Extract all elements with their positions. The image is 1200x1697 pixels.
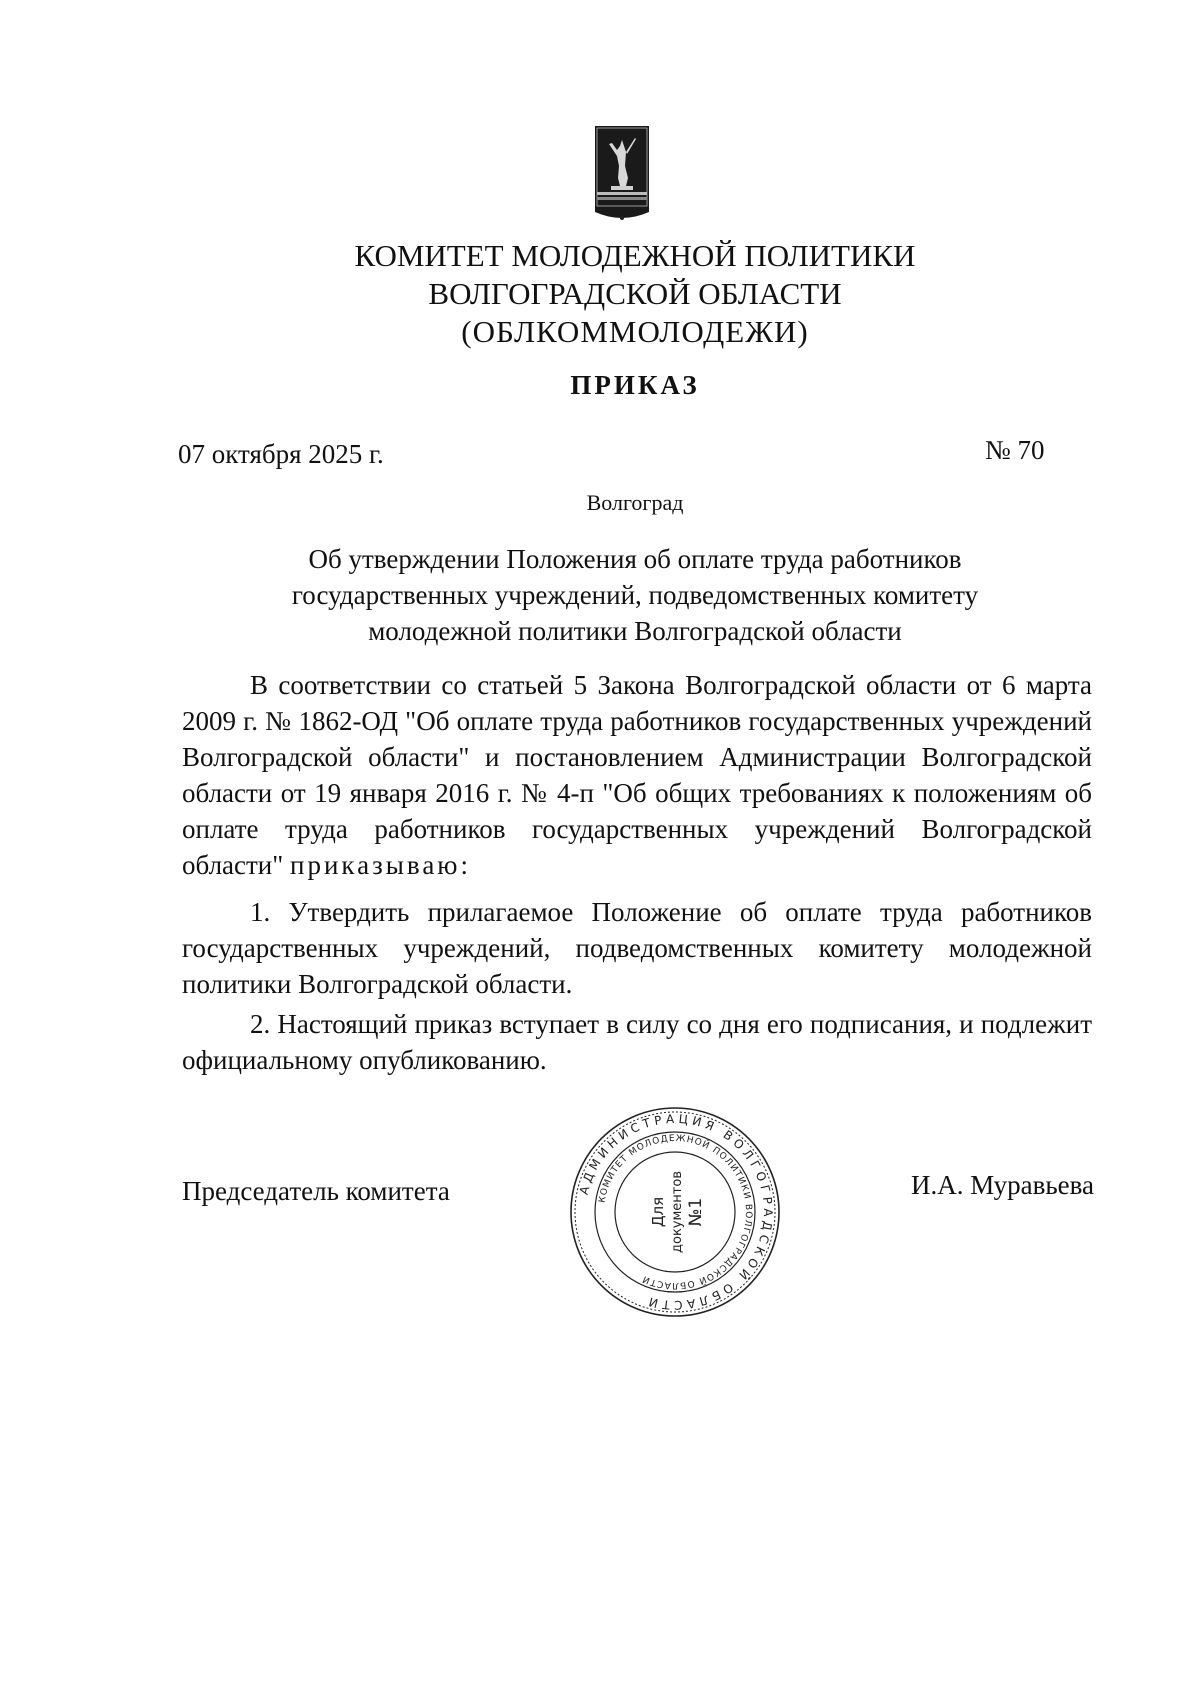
- official-seal: [568, 1105, 782, 1319]
- coat-of-arms-icon: [595, 126, 649, 224]
- document-type-title: ПРИКАЗ: [570, 370, 700, 400]
- signatory-name: И.А. Муравьева: [911, 1170, 1094, 1200]
- order-item-1: 1. Утвердить прилагаемое Положение об оплате труда работников государственных учреждений, подведомственных комитету молодежной политики Волгоградской области.: [182, 897, 1092, 999]
- seal-center-line-1: Для: [649, 1196, 667, 1228]
- org-name-line-2: ВОЛГОГРАДСКОЙ ОБЛАСТИ: [428, 276, 842, 311]
- order-word: приказываю:: [290, 850, 471, 880]
- document-city: Волгоград: [586, 490, 684, 515]
- subject-line-3: молодежной политики Волгоградской области: [368, 616, 902, 646]
- org-name-line-1: КОМИТЕТ МОЛОДЕЖНОЙ ПОЛИТИКИ: [354, 238, 916, 273]
- seal-center-line-3: №1: [686, 1197, 706, 1227]
- document-subject: [250, 541, 1020, 649]
- seal-outer-ring-text: АДМИНИСТРАЦИЯ ВОЛГОГРАДСКОЙ ОБЛАСТИ: [576, 1111, 776, 1313]
- preamble-text: В соответствии со статьей 5 Закона Волгоградской области от 6 марта 2009 г. № 1862-ОД "Об оплате труда работников государственных учреждений Волгоградской области" и постановлением Администрации Волгоградской области от 19 января 2016 г. № 4-п "Об общих требованиях к положениям об оплате труда работников государственных учреждений Волгоградской области": [182, 670, 1092, 880]
- seal-center-line-2: документов: [670, 1171, 685, 1253]
- preamble-paragraph: [182, 667, 1092, 883]
- org-name-abbreviation: (ОБЛКОММОЛОДЕЖИ): [461, 314, 809, 349]
- seal-inner-ring-text: КОМИТЕТ МОЛОДЕЖНОЙ ПОЛИТИКИ ВОЛГОГРАДСКОЙ ОБЛАСТИ: [597, 1133, 754, 1291]
- signatory-position: Председатель комитета: [182, 1176, 450, 1206]
- subject-line-2: государственных учреждений, подведомственных комитету: [291, 580, 979, 610]
- order-item-2: 2. Настоящий приказ вступает в силу со дня его подписания, и подлежит официальному опубликованию.: [182, 1009, 1092, 1075]
- document-date: 07 октября 2025 г.: [178, 439, 384, 469]
- document-number: № 70: [985, 435, 1045, 465]
- subject-line-1: Об утверждении Положения об оплате труда работников: [308, 544, 962, 574]
